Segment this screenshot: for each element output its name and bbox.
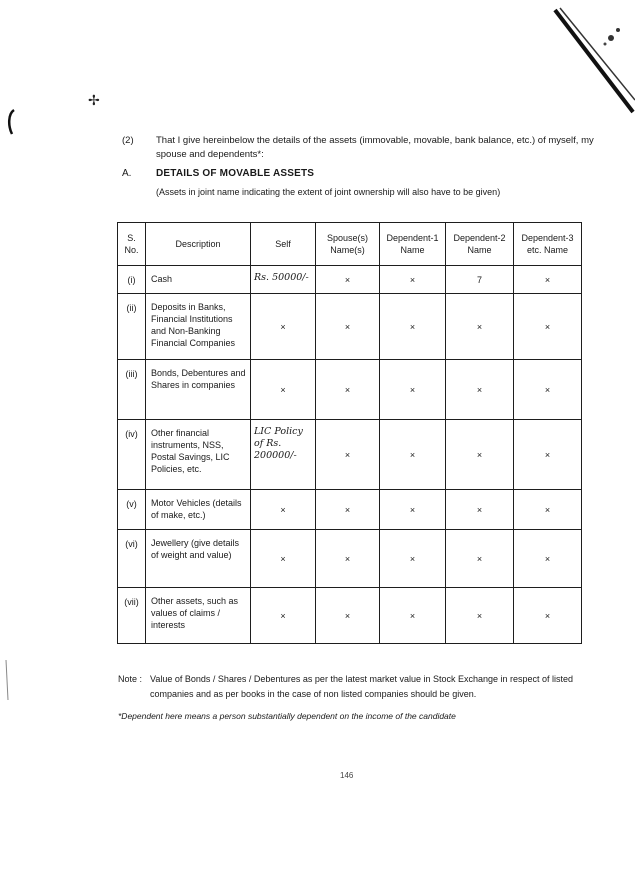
intro-number: (2) (122, 135, 134, 146)
cell-dependent-1: × (380, 420, 446, 490)
cell-dependent-3: × (514, 294, 582, 360)
cell-dependent-1: × (380, 294, 446, 360)
table-row (118, 294, 582, 360)
table-row (118, 490, 582, 530)
header-sno: S. No. (118, 223, 146, 266)
cell-dependent-2: × (446, 490, 514, 530)
cell-dependent-1: × (380, 530, 446, 588)
table-row (118, 530, 582, 588)
cell-spouse: × (316, 530, 380, 588)
header-dependent-3: Dependent-3 etc. Name (514, 223, 582, 266)
cell-dependent-2: × (446, 294, 514, 360)
note-label: Note : (118, 674, 143, 684)
cell-dependent-3: × (514, 588, 582, 644)
cell-dependent-1: × (380, 360, 446, 420)
cell-spouse: × (316, 588, 380, 644)
cell-self: × (251, 360, 316, 420)
cell-description: Other financial instruments, NSS, Postal Savings, LIC Policies, etc. (146, 420, 251, 490)
cell-spouse: × (316, 420, 380, 490)
cell-description: Deposits in Banks, Financial Institutions and Non-Banking Financial Companies (146, 294, 251, 360)
cell-sno: (vii) (118, 588, 146, 644)
cell-dependent-2: 7 (446, 266, 514, 294)
corner-pen-stroke (515, 0, 635, 120)
intro-text: That I give hereinbelow the details of the assets (immovable, movable, bank balance, etc.) of myself, my spouse and dependents*: (156, 135, 594, 160)
cell-sno: (vi) (118, 530, 146, 588)
table-row (118, 266, 582, 294)
cell-sno: (i) (118, 266, 146, 294)
cell-dependent-2: × (446, 588, 514, 644)
table-row (118, 588, 582, 644)
cell-sno: (ii) (118, 294, 146, 360)
cell-description: Other assets, such as values of claims / interests (146, 588, 251, 644)
cell-dependent-3: × (514, 266, 582, 294)
cell-sno: (v) (118, 490, 146, 530)
note-text: Value of Bonds / Shares / Debentures as per the latest market value in Stock Exchange in respect of listed companies and as per books in the case of non listed companies should be given. (150, 674, 574, 699)
scan-edge-marks (0, 100, 30, 740)
header-spouse: Spouse(s) Name(s) (316, 223, 380, 266)
section-label: A. (122, 168, 132, 179)
cell-self: × (251, 530, 316, 588)
cell-self: LIC Policy of Rs. 200000/- (251, 420, 316, 490)
section-subtitle: (Assets in joint name indicating the extent of joint ownership will also have to be given) (156, 187, 501, 197)
cell-self: Rs. 50000/- (251, 266, 316, 294)
header-description: Description (146, 223, 251, 266)
cell-dependent-1: × (380, 266, 446, 294)
stray-mark: ✢ (88, 92, 100, 108)
cell-spouse: × (316, 490, 380, 530)
cell-dependent-3: × (514, 420, 582, 490)
cell-self: × (251, 294, 316, 360)
table-header-row (118, 223, 582, 266)
dependent-footnote: *Dependent here means a person substantially dependent on the income of the candidate (118, 711, 456, 721)
cell-spouse: × (316, 360, 380, 420)
header-dependent-1: Dependent-1 Name (380, 223, 446, 266)
cell-description: Cash (146, 266, 251, 294)
cell-dependent-3: × (514, 490, 582, 530)
page-number: 146 (340, 771, 354, 780)
cell-dependent-2: × (446, 360, 514, 420)
cell-description: Bonds, Debentures and Shares in companies (146, 360, 251, 420)
header-self: Self (251, 223, 316, 266)
cell-sno: (iv) (118, 420, 146, 490)
table-row (118, 360, 582, 420)
section-title: DETAILS OF MOVABLE ASSETS (156, 168, 315, 179)
cell-description: Jewellery (give details of weight and value) (146, 530, 251, 588)
cell-dependent-3: × (514, 530, 582, 588)
cell-dependent-2: × (446, 420, 514, 490)
cell-dependent-1: × (380, 588, 446, 644)
cell-self: × (251, 588, 316, 644)
table-row (118, 420, 582, 490)
cell-description: Motor Vehicles (details of make, etc.) (146, 490, 251, 530)
cell-self: × (251, 490, 316, 530)
cell-spouse: × (316, 294, 380, 360)
movable-assets-table (117, 222, 582, 644)
cell-spouse: × (316, 266, 380, 294)
header-dependent-2: Dependent-2 Name (446, 223, 514, 266)
cell-dependent-3: × (514, 360, 582, 420)
cell-dependent-1: × (380, 490, 446, 530)
cell-dependent-2: × (446, 530, 514, 588)
cell-sno: (iii) (118, 360, 146, 420)
